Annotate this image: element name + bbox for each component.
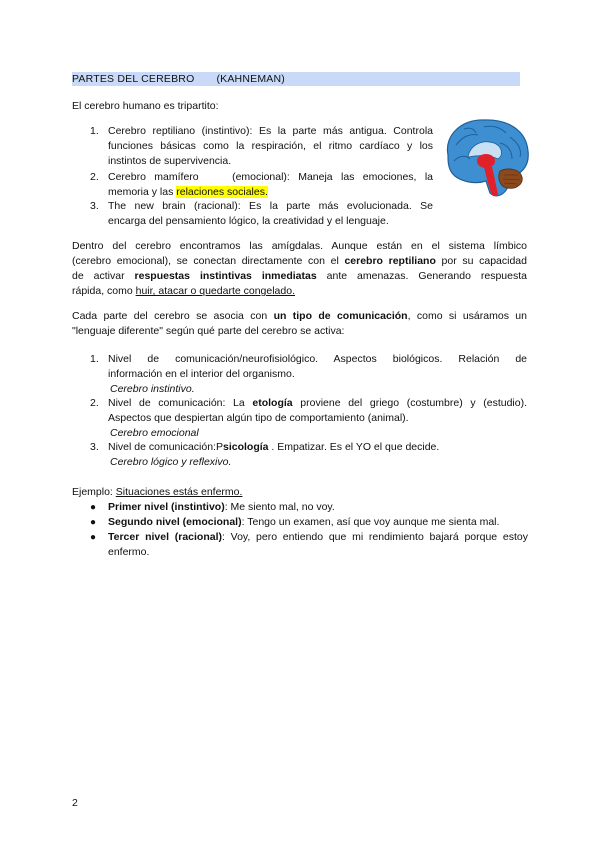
bullet-text: : Tengo un examen, así que voy aunque me sienta mal. (241, 516, 500, 528)
bullet-text: : Me siento mal, no voy. (224, 501, 335, 513)
list2-text: proviene del griego (costumbre) y (estudio). (292, 397, 528, 409)
title-main: PARTES DEL CEREBRO (72, 73, 195, 85)
amygdala-paragraph (72, 239, 527, 299)
list1-item-2 (108, 170, 433, 200)
list1-item-3-line: encarga del pensamiento lógico, la creatividad y el lenguaje. (108, 215, 389, 227)
list2-line: información en el interior del organismo. (108, 368, 295, 380)
list1-item-2-line: Cerebro mamífero (emocional): Maneja las emociones, la (108, 171, 433, 183)
list1-item-1-line: Cerebro reptiliano (instintivo): Es la parte más antigua. Controla (108, 125, 433, 137)
list2-num-1: 1. (90, 353, 99, 365)
list1-item-1 (108, 124, 433, 169)
bold-text: Segundo nivel (emocional) (108, 516, 242, 528)
page-title (72, 73, 285, 86)
list2-note: Cerebro instintivo. (110, 383, 195, 395)
bold-text: Tercer nivel (racional) (108, 531, 222, 543)
list2-num-3: 3. (90, 441, 99, 453)
bold-text: Primer nivel (instintivo) (108, 501, 225, 513)
bold-text: cerebro reptiliano (344, 255, 436, 267)
list2-item-1 (108, 352, 527, 397)
bullet-icon: ● (90, 517, 97, 528)
list1-item-1-line: instintos de supervivencia. (108, 155, 232, 167)
paragraph-text: Cada parte del cerebro se asocia con (72, 310, 274, 322)
list1-num-3: 3. (90, 200, 99, 212)
paragraph-text: de activar (72, 270, 135, 282)
bullet-item-3 (108, 530, 528, 560)
list2-text: Nivel de comunicación:P (108, 441, 223, 453)
communication-paragraph (72, 309, 527, 339)
bold-text: respuestas instintivas inmediatas (134, 270, 317, 282)
list1-item-2-text: memoria y las (108, 186, 177, 198)
paragraph-text: rápida, como (72, 285, 136, 297)
paragraph-text: (cerebro emocional), se conectan directamente con el (72, 255, 345, 267)
intro-text: El cerebro humano es tripartito: (72, 100, 219, 112)
paragraph-line: "lenguaje diferente" según qué parte del cerebro se activa: (72, 325, 345, 337)
bold-text: sicología (222, 441, 269, 453)
title-author: (KAHNEMAN) (216, 73, 285, 85)
list2-item-3 (108, 440, 527, 470)
bold-text: un tipo de comunicación (273, 310, 408, 322)
paragraph-line: Dentro del cerebro encontramos las amígdalas. Aunque están en el sistema límbico (72, 240, 527, 252)
paragraph-text: ante amenazas. Generando respuesta (316, 270, 527, 282)
bold-text: etología (252, 397, 293, 409)
bullet-item-1 (108, 500, 528, 515)
paragraph-text: , como si usáramos un (407, 310, 527, 322)
bullet-item-2 (108, 515, 528, 530)
bullet-icon: ● (90, 532, 97, 543)
list2-item-2 (108, 396, 527, 441)
example-heading (72, 485, 242, 500)
list2-text: Nivel de comunicación: La (108, 397, 253, 409)
bullet-text: enfermo. (108, 546, 150, 558)
list2-num-2: 2. (90, 397, 99, 409)
list2-note: Cerebro lógico y reflexivo. (110, 456, 232, 468)
page-number: 2 (72, 797, 78, 809)
list1-num-2: 2. (90, 171, 99, 183)
list2-note: Cerebro emocional (110, 427, 199, 439)
underlined-text: Situaciones estás enfermo. (115, 486, 243, 498)
highlighted-text: relaciones sociales. (176, 186, 268, 198)
example-label: Ejemplo: (72, 486, 116, 498)
list1-num-1: 1. (90, 125, 99, 137)
bullet-text: : Voy, pero entiendo que mi rendimiento bajará porque estoy (222, 531, 528, 543)
brain-illustration (440, 115, 532, 203)
list2-line: Nivel de comunicación/neurofisiológico. Aspectos biológicos. Relación de (108, 353, 527, 365)
list1-item-3-line: The new brain (racional): Es la parte más evolucionada. Se (108, 200, 433, 212)
list1-item-1-line: funciones básicas como la respiración, el ritmo cardíaco y los (108, 140, 433, 152)
list2-line: Aspectos que despiertan algún tipo de comportamiento (animal). (108, 412, 409, 424)
underlined-text: huir, atacar o quedarte congelado. (135, 285, 295, 297)
list2-text: . Empatizar. Es el YO el que decide. (268, 441, 440, 453)
paragraph-text: por su capacidad (435, 255, 527, 267)
list1-item-3 (108, 199, 433, 229)
bullet-icon: ● (90, 502, 97, 513)
